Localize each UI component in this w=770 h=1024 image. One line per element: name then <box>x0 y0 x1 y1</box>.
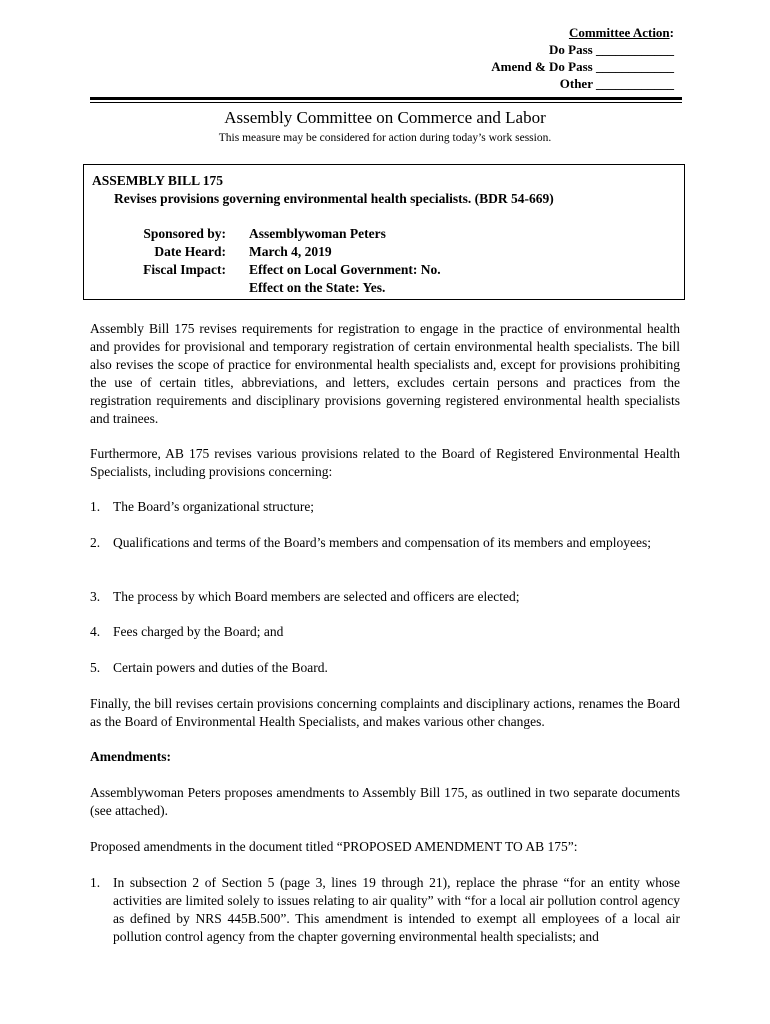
header-rule-thin <box>90 102 682 103</box>
list-number: 4. <box>90 624 101 639</box>
list-number: 1. <box>90 875 101 890</box>
list-text: Certain powers and duties of the Board. <box>113 660 328 675</box>
do-pass-line: Do Pass ____________ <box>549 42 674 57</box>
list-text: The Board’s organizational structure; <box>113 499 315 514</box>
paragraph-amendments-intro: Assemblywoman Peters proposes amendments to Assembly Bill 175, as outlined in two separate documents (see attached). <box>90 785 680 818</box>
committee-action-title: Committee Action: <box>568 25 674 40</box>
paragraph-board-provisions: Furthermore, AB 175 revises various provisions related to the Board of Registered Environmental Health Specialists, including provisions concerning: <box>90 446 680 479</box>
bill-title: ASSEMBLY BILL 175 <box>92 173 224 188</box>
list-item <box>90 588 680 606</box>
other-line: Other ____________ <box>559 76 674 91</box>
committee-note: This measure may be considered for action during today’s work session. <box>218 132 552 144</box>
paragraph-summary: Assembly Bill 175 revises requirements for registration to engage in the practice of environmental health and provides for provisional and temporary registration of certain environmental health specialists. The bill also revises the scope of practice for environmental health specialists and, except for provisions prohibiting the use of certain titles, abbreviations, and letters, excludes certain persons and practices from the registration requirements and disciplinary provisions governing registered environmental health specialists and trainees. <box>90 321 680 426</box>
amendments-heading: Amendments: <box>90 749 171 764</box>
list-text: Fees charged by the Board; and <box>113 624 284 639</box>
list-number: 5. <box>90 660 101 675</box>
list-text: The process by which Board members are selected and officers are elected; <box>113 589 520 604</box>
committee-name: Assembly Committee on Commerce and Labor <box>224 108 546 127</box>
header-rule-thick <box>90 97 682 100</box>
list-item <box>90 623 680 641</box>
meta-label: Sponsored by: <box>143 226 226 241</box>
bill-summary-box <box>83 164 685 300</box>
meta-label: Date Heard: <box>154 244 226 259</box>
list-text: Qualifications and terms of the Board’s members and compensation of its members and employees; <box>113 535 651 550</box>
list-text: In subsection 2 of Section 5 (page 3, lines 19 through 21), replace the phrase “for an entity whose activities are limited solely to issues relating to air quality” with “for a local air pollution control agency as defined by NRS 445B.500”. This amendment is intended to exempt all employees of a local air pollution control agency from the chapter governing environmental health specialists; and <box>113 875 680 944</box>
meta-value: March 4, 2019 <box>249 244 332 259</box>
paragraph-proposed-amendments: Proposed amendments in the document titled “PROPOSED AMENDMENT TO AB 175”: <box>90 839 578 854</box>
list-item <box>90 534 680 552</box>
list-number: 2. <box>90 535 101 550</box>
list-item <box>90 498 680 516</box>
bill-description: Revises provisions governing environmental health specialists. (BDR 54-669) <box>114 191 554 206</box>
meta-value: Effect on the State: Yes. <box>249 280 386 295</box>
list-number: 1. <box>90 499 101 514</box>
list-item <box>90 874 680 946</box>
paragraph-finally: Finally, the bill revises certain provisions concerning complaints and disciplinary actions, renames the Board as the Board of Environmental Health Specialists, and makes various other changes. <box>90 696 680 729</box>
meta-label: Fiscal Impact: <box>143 262 226 277</box>
meta-value: Effect on Local Government: No. <box>249 262 441 277</box>
list-item <box>90 659 680 677</box>
amend-do-pass-line: Amend & Do Pass ____________ <box>491 59 674 74</box>
list-number: 3. <box>90 589 101 604</box>
meta-value: Assemblywoman Peters <box>249 226 386 241</box>
committee-action-block <box>491 24 674 92</box>
